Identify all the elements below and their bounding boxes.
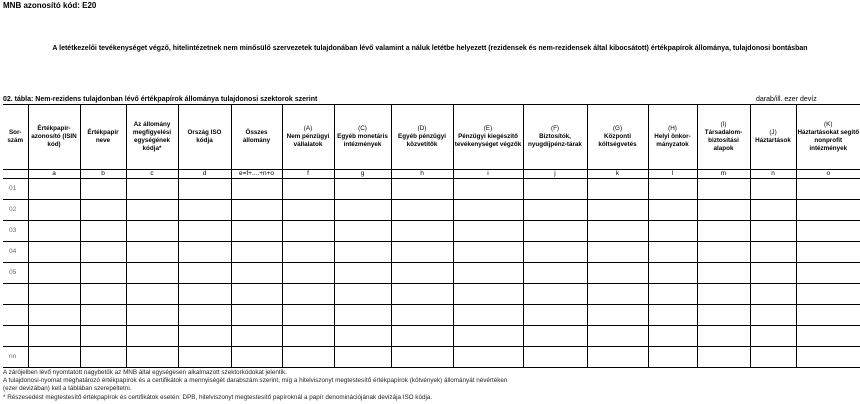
table-cell[interactable] [80, 263, 126, 284]
table-cell[interactable] [231, 284, 282, 305]
table-cell[interactable] [796, 326, 860, 347]
table-cell[interactable] [453, 284, 523, 305]
footnote: * Részesedést megtestesítő értékpapírok és certifikátok esetén: DPB, hitelviszonyt megtestesítő papíroknál a papír denominációjának devizája ISO kódja. [3, 393, 433, 401]
table-cell[interactable] [126, 200, 178, 221]
footnote: (ezer devizában) kell a táblában szerepeltetni. [3, 385, 132, 393]
table-cell[interactable] [178, 179, 231, 200]
table-cell[interactable] [231, 326, 282, 347]
table-cell[interactable] [697, 263, 750, 284]
table-cell[interactable] [178, 347, 231, 368]
table-cell[interactable] [178, 305, 231, 326]
table-cell[interactable] [231, 179, 282, 200]
table-cell[interactable] [80, 242, 126, 263]
table-cell[interactable] [231, 221, 282, 242]
table-cell[interactable] [391, 284, 453, 305]
table-cell[interactable] [282, 305, 334, 326]
table-cell[interactable] [648, 242, 697, 263]
sector-code: (A) [303, 125, 313, 132]
table-cell[interactable] [391, 179, 453, 200]
table-cell[interactable] [334, 221, 391, 242]
table-cell[interactable] [587, 221, 648, 242]
table-cell[interactable] [523, 347, 587, 368]
table-cell[interactable] [587, 200, 648, 221]
column-header [391, 105, 453, 170]
table-cell[interactable] [796, 200, 860, 221]
table-cell[interactable] [587, 284, 648, 305]
column-header [334, 105, 391, 170]
table-cell[interactable] [750, 179, 796, 200]
table-cell[interactable] [523, 242, 587, 263]
table-cell[interactable] [453, 326, 523, 347]
table-cell[interactable] [648, 305, 697, 326]
column-letter: f [282, 170, 334, 179]
table-cell[interactable] [523, 179, 587, 200]
table-cell[interactable] [391, 221, 453, 242]
table-cell[interactable] [231, 200, 282, 221]
page-title: A letétkezelői tevékenységet végző, hitelintézetnek nem minősülő szervezetek tulajdonában lévő valamint a náluk letétbe helyezett (rezidensek és nem-rezidensek által kibocsátott) értékpapírok állománya, tulajdonosi bontásban [52, 45, 808, 52]
table-cell[interactable] [796, 284, 860, 305]
table-cell[interactable] [391, 242, 453, 263]
column-letter: h [391, 170, 453, 179]
table-cell[interactable] [28, 305, 80, 326]
table-cell[interactable] [523, 200, 587, 221]
column-letter: g [334, 170, 391, 179]
footnote: A zárójelben lévő nyomtatott nagybetűk az MNB által egységesen alkalmazott szektorkódokat jelentik. [3, 369, 287, 376]
column-label: Társadalom-biztosítási alapok [704, 129, 743, 152]
column-label: Pénzügyi kiegészítő tevékenységet végzők [454, 133, 522, 148]
table-cell[interactable] [750, 305, 796, 326]
sector-code: (H) [668, 125, 677, 132]
table-cell[interactable] [697, 326, 750, 347]
table-cell[interactable] [80, 326, 126, 347]
table-cell[interactable] [231, 305, 282, 326]
table-cell[interactable] [391, 200, 453, 221]
column-letter: d [178, 170, 231, 179]
table-cell[interactable] [750, 200, 796, 221]
sector-code: (F) [550, 125, 560, 132]
footnote: A tulajdonosi-nyomat meghatározó értékpapírok és a certifikátok a mennyiségét darabszám szerint, míg a hitelviszonyt megtestesítő értékpapírok (kötvények) állományát névértéken [3, 377, 508, 385]
table-cell[interactable] [126, 305, 178, 326]
column-label: Nem pénzügyi vállalatok [286, 133, 330, 148]
column-letter: o [796, 170, 860, 179]
table-cell[interactable] [648, 284, 697, 305]
sector-code: (C) [358, 125, 367, 132]
table-cell[interactable] [523, 305, 587, 326]
table-cell[interactable] [648, 179, 697, 200]
table-cell[interactable] [391, 347, 453, 368]
sector-code: (E) [483, 125, 493, 132]
table-cell[interactable] [178, 200, 231, 221]
row-number [3, 326, 28, 347]
table-cell[interactable] [453, 305, 523, 326]
row-number [3, 284, 28, 305]
table-cell[interactable] [750, 242, 796, 263]
column-label: Az állomány megfigyelési egységének kódja* [132, 121, 172, 152]
row-number [3, 305, 28, 326]
table-cell[interactable] [126, 263, 178, 284]
table-cell[interactable] [697, 200, 750, 221]
table-cell[interactable] [697, 242, 750, 263]
table-cell[interactable] [334, 263, 391, 284]
column-label: Helyi önkor-mányzatok [654, 133, 691, 148]
table-cell[interactable] [697, 347, 750, 368]
column-header [697, 105, 750, 170]
table-cell[interactable] [178, 326, 231, 347]
table-cell[interactable] [750, 221, 796, 242]
table-body [3, 179, 860, 368]
column-letter-row [3, 170, 860, 179]
table-row [3, 326, 860, 347]
table-cell[interactable] [28, 242, 80, 263]
column-label: Háztartásokat segítő nonprofit intézmények [797, 129, 860, 152]
table-cell[interactable] [523, 326, 587, 347]
table-cell[interactable] [178, 242, 231, 263]
table-cell[interactable] [334, 242, 391, 263]
table-cell[interactable] [523, 263, 587, 284]
table-cell[interactable] [282, 179, 334, 200]
column-header [80, 105, 126, 170]
table-cell[interactable] [126, 284, 178, 305]
table-cell[interactable] [453, 221, 523, 242]
column-header [3, 105, 28, 170]
table-cell[interactable] [391, 326, 453, 347]
table-cell[interactable] [28, 347, 80, 368]
table-cell[interactable] [80, 305, 126, 326]
column-label: Értékpapír neve [87, 129, 119, 144]
column-letter: e=f+....+n+o [231, 170, 282, 179]
table-label: 02. tábla: Nem-rezidens tulajdonban lévő értékpapírok állománya tulajdonosi szektorok szerint [3, 96, 318, 103]
table-cell[interactable] [178, 221, 231, 242]
table-cell[interactable] [796, 179, 860, 200]
column-header [796, 105, 860, 170]
table-cell[interactable] [282, 263, 334, 284]
column-label: Háztartások [755, 137, 791, 144]
table-cell[interactable] [334, 347, 391, 368]
table-cell[interactable] [391, 263, 453, 284]
table-cell[interactable] [796, 347, 860, 368]
table-cell[interactable] [28, 326, 80, 347]
unit-label: darab/ill. ezer devíz [756, 96, 817, 103]
table-cell[interactable] [282, 221, 334, 242]
table-cell[interactable] [587, 263, 648, 284]
table-cell[interactable] [126, 242, 178, 263]
sector-code: (D) [417, 125, 427, 132]
table-cell[interactable] [648, 200, 697, 221]
data-table [3, 104, 860, 368]
column-label: Biztosítók, nyugdíjpénz-tárak [528, 133, 582, 148]
table-cell[interactable] [126, 221, 178, 242]
table-cell[interactable] [391, 305, 453, 326]
column-header [28, 105, 80, 170]
table-cell[interactable] [750, 326, 796, 347]
table-cell[interactable] [80, 347, 126, 368]
table-row [3, 347, 860, 368]
table-cell[interactable] [282, 284, 334, 305]
column-label: Központi költségvetés [598, 133, 637, 148]
table-cell[interactable] [453, 263, 523, 284]
table-cell[interactable] [178, 284, 231, 305]
table-cell[interactable] [334, 305, 391, 326]
table-cell[interactable] [334, 326, 391, 347]
table-cell[interactable] [453, 179, 523, 200]
row-number: nn [3, 347, 28, 368]
column-label: Értékpapír-azonosító (ISIN kód) [31, 125, 77, 148]
column-header [282, 105, 334, 170]
column-letter: n [750, 170, 796, 179]
column-header [178, 105, 231, 170]
table-row [3, 305, 860, 326]
table-cell[interactable] [28, 200, 80, 221]
table-cell[interactable] [231, 263, 282, 284]
table-cell[interactable] [648, 221, 697, 242]
table-cell[interactable] [587, 179, 648, 200]
sector-code: (I) [720, 121, 727, 128]
table-cell[interactable] [282, 326, 334, 347]
table-cell[interactable] [334, 284, 391, 305]
table-cell[interactable] [28, 179, 80, 200]
column-letter [3, 170, 28, 179]
table-cell[interactable] [648, 326, 697, 347]
table-cell[interactable] [587, 242, 648, 263]
table-cell[interactable] [80, 284, 126, 305]
column-label: Sor-szám [7, 129, 24, 144]
column-letter: k [587, 170, 648, 179]
sector-code: (J) [769, 129, 777, 136]
table-cell[interactable] [231, 242, 282, 263]
table-cell[interactable] [28, 284, 80, 305]
mnb-code: MNB azonosító kód: E20 [3, 1, 97, 10]
column-header [231, 105, 282, 170]
column-letter: i [453, 170, 523, 179]
sector-code: (G) [612, 125, 623, 132]
table-cell[interactable] [587, 305, 648, 326]
table-cell[interactable] [750, 284, 796, 305]
column-letter: j [523, 170, 587, 179]
table-cell[interactable] [231, 347, 282, 368]
table-cell[interactable] [126, 179, 178, 200]
table-row [3, 284, 860, 305]
table-cell[interactable] [648, 347, 697, 368]
table-cell[interactable] [697, 305, 750, 326]
table-cell[interactable] [697, 221, 750, 242]
table-cell[interactable] [282, 242, 334, 263]
table-cell[interactable] [80, 221, 126, 242]
table-cell[interactable] [587, 326, 648, 347]
table-row [3, 221, 860, 242]
column-header [750, 105, 796, 170]
table-cell[interactable] [750, 263, 796, 284]
table-cell[interactable] [796, 221, 860, 242]
table-cell[interactable] [80, 179, 126, 200]
column-label: Összes állomány [242, 129, 271, 144]
table-cell[interactable] [796, 242, 860, 263]
table-cell[interactable] [697, 179, 750, 200]
row-number: 04 [3, 242, 28, 263]
column-header [648, 105, 697, 170]
column-header [126, 105, 178, 170]
table-cell[interactable] [28, 221, 80, 242]
table-cell[interactable] [126, 347, 178, 368]
column-letter: l [648, 170, 697, 179]
table-cell[interactable] [796, 263, 860, 284]
table-cell[interactable] [587, 347, 648, 368]
table-cell[interactable] [282, 200, 334, 221]
column-header [453, 105, 523, 170]
table-cell[interactable] [697, 284, 750, 305]
row-number: 03 [3, 221, 28, 242]
table-cell[interactable] [282, 347, 334, 368]
column-letter: m [697, 170, 750, 179]
column-label: Egyéb monetáris intézmények [337, 133, 388, 148]
column-label: Ország ISO kódja [187, 129, 222, 144]
table-cell[interactable] [178, 263, 231, 284]
table-row [3, 242, 860, 263]
table-cell[interactable] [80, 200, 126, 221]
column-label: Egyéb pénzügyi közvetítők [398, 133, 446, 148]
column-letter: b [80, 170, 126, 179]
table-cell[interactable] [796, 305, 860, 326]
table-cell[interactable] [523, 284, 587, 305]
table-row [3, 263, 860, 284]
row-number: 02 [3, 200, 28, 221]
table-cell[interactable] [453, 242, 523, 263]
row-number: 05 [3, 263, 28, 284]
sector-code: (K) [824, 121, 833, 128]
footnotes [3, 369, 507, 402]
column-letter: a [28, 170, 80, 179]
column-header [523, 105, 587, 170]
table-cell[interactable] [334, 179, 391, 200]
table-cell[interactable] [453, 200, 523, 221]
row-number: 01 [3, 179, 28, 200]
column-letter: c [126, 170, 178, 179]
table-row [3, 200, 860, 221]
table-cell[interactable] [648, 263, 697, 284]
table-row [3, 179, 860, 200]
table-cell[interactable] [126, 326, 178, 347]
header-row [3, 105, 860, 170]
table-cell[interactable] [523, 221, 587, 242]
column-header [587, 105, 648, 170]
table-cell[interactable] [750, 347, 796, 368]
table-cell[interactable] [453, 347, 523, 368]
table-cell[interactable] [334, 200, 391, 221]
table-cell[interactable] [28, 263, 80, 284]
